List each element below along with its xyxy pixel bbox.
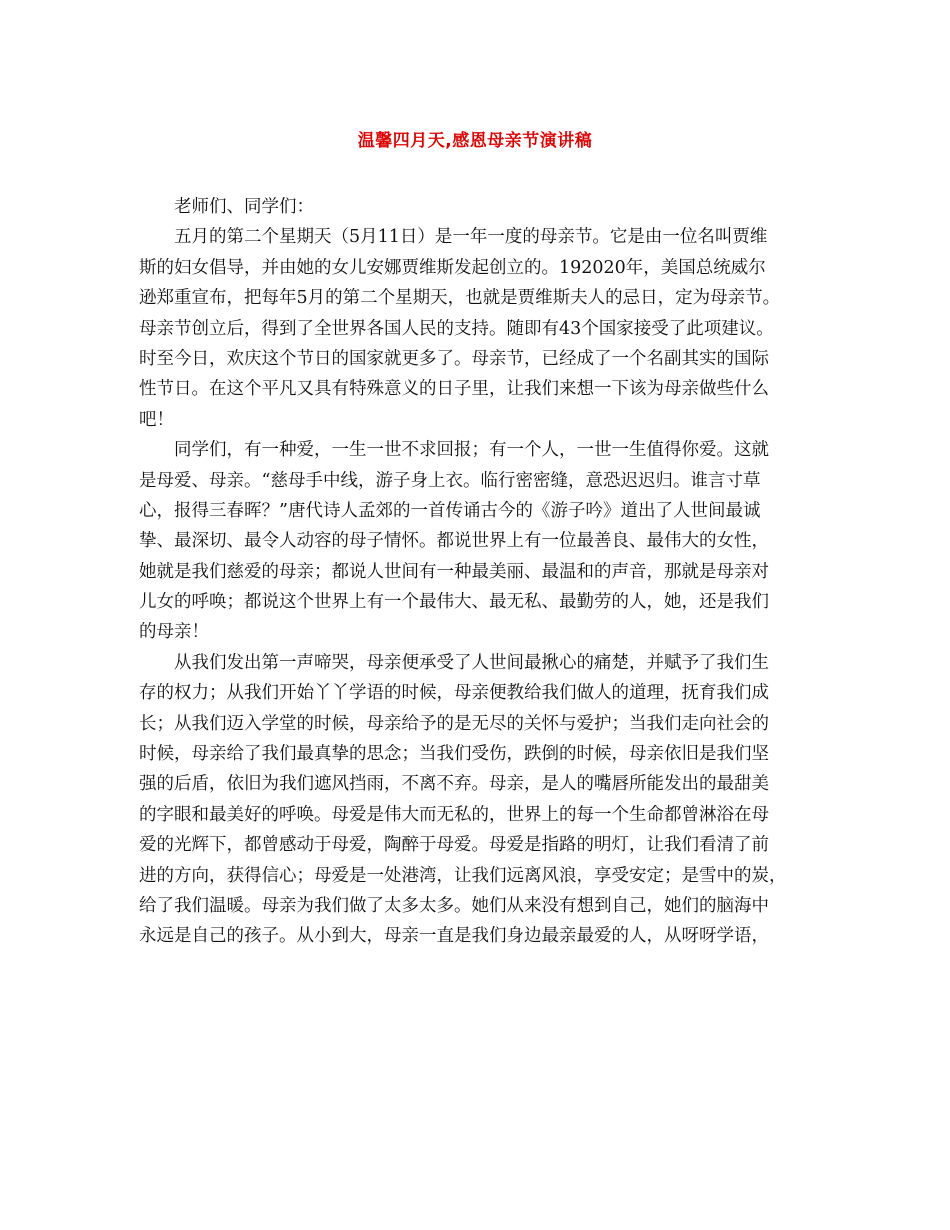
speech-body (139, 192, 817, 952)
paragraph-2-line-1: 同学们，有一种爱，一生一世不求回报；有一个人，一世一生值得你爱。这就 (174, 440, 769, 461)
paragraph-2-line-5: 她就是我们慈爱的母亲；都说人世间有一种最美丽、最温和的声音，那就是母亲对 (139, 561, 769, 582)
paragraph-2-line-7: 的母亲！ (139, 622, 209, 643)
paragraph-3-line-7: 爱的光辉下，都曾感动于母爱，陶醉于母爱。母爱是指路的明灯，让我们看清了前 (139, 835, 769, 856)
paragraph-3-line-8: 进的方向，获得信心；母爱是一处港湾，让我们远离风浪，享受安定；是雪中的炭， (139, 865, 787, 886)
paragraph-3-line-10: 永远是自己的孩子。从小到大，母亲一直是我们身边最亲最爱的人，从呀呀学语， (139, 926, 769, 947)
paragraph-3-line-9: 给了我们温暖。母亲为我们做了太多太多。她们从来没有想到自己，她们的脑海中 (139, 895, 769, 916)
salutation-line: 老师们、同学们： (174, 197, 314, 217)
paragraph-1-line-3: 逊郑重宣布，把每年5月的第二个星期天，也就是贾维斯夫人的忌日，定为母亲节。 (139, 288, 781, 309)
paragraph-1-line-4: 母亲节创立后，得到了全世界各国人民的支持。随即有43个国家接受了此项建议。 (139, 318, 774, 339)
document-title: 温馨四月天,感恩母亲节演讲稿 (357, 131, 593, 151)
paragraph-1-line-2: 斯的妇女倡导，并由她的女儿安娜贾维斯发起创立的。192020年，美国总统威尔 (139, 257, 766, 278)
paragraph-2-line-6: 儿女的呼唤；都说这个世界上有一个最伟大、最无私、最勤劳的人，她，还是我们 (139, 592, 769, 613)
paragraph-1-line-1: 五月的第二个星期天（5月11日）是一年一度的母亲节。它是由一位名叫贾维 (174, 227, 768, 248)
paragraph-3-line-1: 从我们发出第一声啼哭，母亲便承受了人世间最揪心的痛楚，并赋予了我们生 (174, 652, 769, 673)
paragraph-3-line-2: 存的权力；从我们开始丫丫学语的时候，母亲便教给我们做人的道理，抚育我们成 (139, 683, 769, 704)
paragraph-3-line-5: 强的后盾，依旧为我们遮风挡雨，不离不弃。母亲，是人的嘴唇所能发出的最甜美 (139, 774, 769, 795)
paragraph-1-line-5: 时至今日，欢庆这个节日的国家就更多了。母亲节，已经成了一个名副其实的国际 (139, 348, 769, 369)
paragraph-2-line-4: 挚、最深切、最令人动容的母子情怀。都说世界上有一位最善良、最伟大的女性， (139, 531, 769, 552)
paragraph-2-line-3: 心，报得三春晖？”唐代诗人孟郊的一首传诵古今的《游子吟》道出了人世间最诚 (139, 500, 761, 521)
paragraph-3-line-3: 长；从我们迈入学堂的时候，母亲给予的是无尽的关怀与爱护；当我们走向社会的 (139, 713, 769, 734)
paragraph-2-line-2: 是母爱、母亲。“慈母手中线，游子身上衣。临行密密缝，意恐迟迟归。谁言寸草 (139, 470, 761, 491)
paragraph-1-line-6: 性节日。在这个平凡又具有特殊意义的日子里，让我们来想一下该为母亲做些什么 (139, 379, 769, 400)
paragraph-3-line-4: 时候，母亲给了我们最真挚的思念；当我们受伤，跌倒的时候，母亲依旧是我们坚 (139, 744, 769, 765)
paragraph-1-line-7: 吧！ (139, 409, 174, 430)
paragraph-3-line-6: 的字眼和最美好的呼唤。母爱是伟大而无私的，世界上的每一个生命都曾淋浴在母 (139, 804, 769, 825)
